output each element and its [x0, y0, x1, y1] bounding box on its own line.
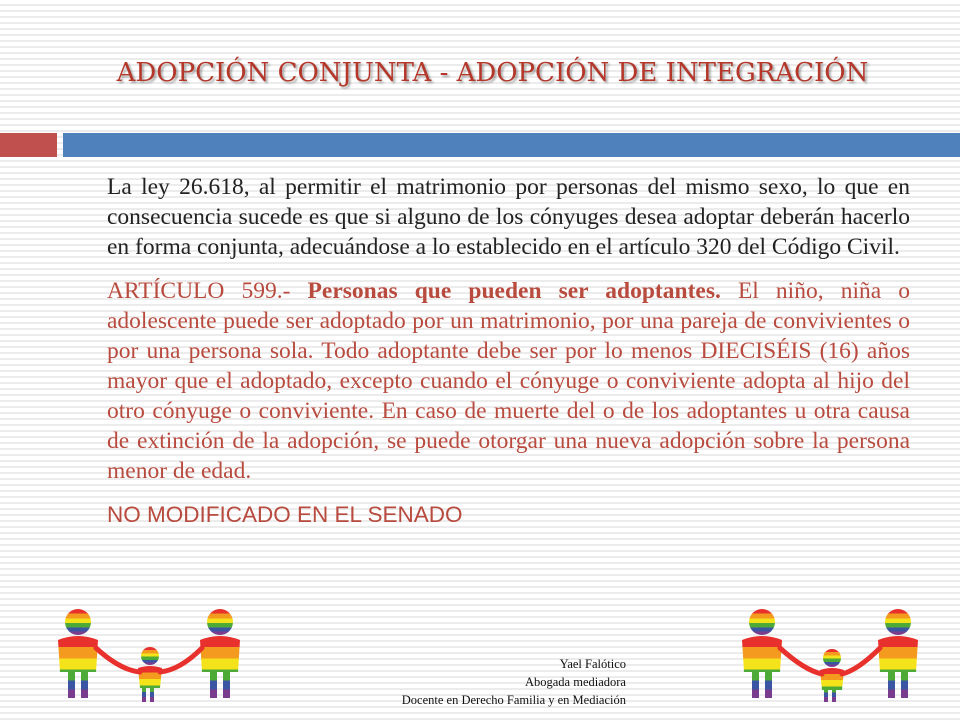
- rainbow-family-icon: [50, 600, 250, 710]
- article-heading: Personas que pueden ser adoptantes.: [307, 278, 721, 304]
- slide-title: ADOPCIÓN CONJUNTA - ADOPCIÓN DE INTEGRACIÓN: [116, 58, 869, 88]
- author-position: Docente en Derecho Familia y en Mediación: [401, 693, 626, 707]
- author-credits: [402, 655, 626, 709]
- senate-note: NO MODIFICADO EN EL SENADO: [107, 502, 463, 527]
- rainbow-family-icon: [730, 600, 930, 710]
- intro-paragraph: La ley 26.618, al permitir el matrimonio por personas del mismo sexo, lo que en consecuencia sucede es que si alguno de los cónyuges desea adoptar deberán hacerlo en forma conjunta, adecuándose a lo establecido en el artículo 320 del Código Civil.: [107, 174, 910, 260]
- author-name: Yael Falótico: [559, 657, 626, 671]
- author-role: Abogada mediadora: [524, 675, 626, 689]
- article-body: El niño, niña o adolescente puede ser adoptado por un matrimonio, por una pareja de convivientes o por una persona sola. Todo adoptante debe ser por lo menos DIECISÉIS (16) años mayor que el adoptado, excepto cuando el cónyuge o conviviente adopta al hijo del otro cónyuge o conviviente. En caso de muerte del o de los adoptantes u otra causa de extinción de la adopción, se puede otorgar una nueva adopción sobre la persona menor de edad.: [107, 278, 910, 484]
- article-prefix: ARTÍCULO 599.-: [107, 278, 308, 304]
- article-paragraph: [107, 276, 910, 486]
- accent-bar-red: [0, 133, 57, 157]
- accent-bar-blue: [63, 133, 960, 157]
- slide-body: [107, 172, 910, 544]
